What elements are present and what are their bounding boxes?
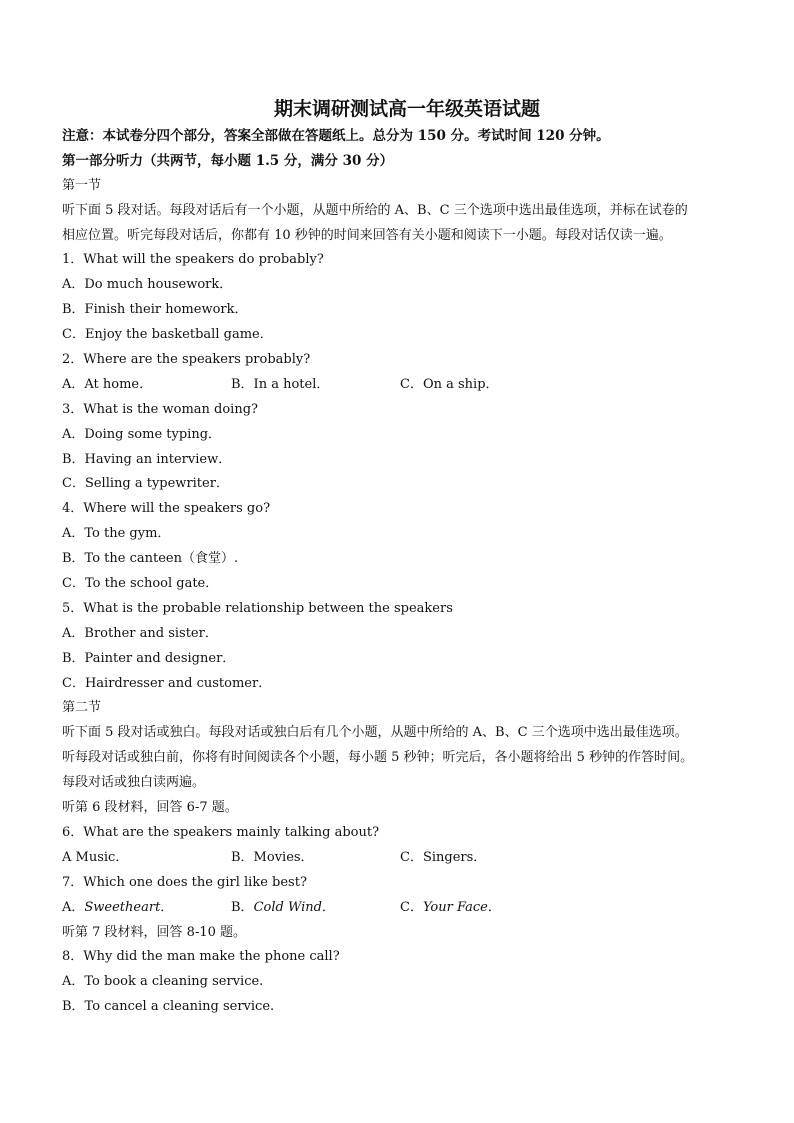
material-6-heading: 听第 6 段材料，回答 6-7 题。 bbox=[62, 800, 238, 816]
option-4b: B．To the canteen（食堂）. bbox=[62, 551, 239, 567]
exam-title: 期末调研测试高一年级英语试题 bbox=[273, 98, 540, 120]
option-8b: B．To cancel a cleaning service. bbox=[62, 999, 275, 1015]
option-letter: B． bbox=[231, 899, 254, 915]
question-7: 7．Which one does the girl like best? bbox=[62, 874, 307, 890]
option-5b: B．Painter and designer． bbox=[62, 650, 236, 666]
option-4a: A．To the gym． bbox=[62, 526, 171, 542]
exam-page bbox=[62, 94, 752, 1020]
question-2: 2．Where are the speakers probably? bbox=[62, 352, 311, 368]
section1-heading: 第一节 bbox=[62, 177, 102, 193]
option-6c: C．Singers． bbox=[400, 849, 487, 865]
section1-instruction: 听下面 5 段对话。每段对话后有一个小题，从题中所给的 A、B、C 三个选项中选出最佳选项，并标在试卷的 bbox=[62, 202, 688, 218]
option-2c: C．On a ship． bbox=[400, 376, 499, 392]
option-3b: B．Having an interview． bbox=[62, 451, 232, 467]
option-7c bbox=[400, 896, 600, 921]
option-letter: C． bbox=[400, 899, 423, 915]
period: ． bbox=[160, 899, 174, 915]
question-5: 5．What is the probable relationship between the speakers bbox=[62, 600, 453, 616]
option-5a: A．Brother and sister． bbox=[62, 625, 218, 641]
option-1c: C．Enjoy the basketball game． bbox=[62, 327, 273, 343]
section1-instruction: 相应位置。听完每段对话后，你都有 10 秒钟的时间来回答有关小题和阅读下一小题。每段对话仅读一遍。 bbox=[62, 227, 672, 243]
song-title: Cold Wind bbox=[253, 899, 322, 915]
section2-instruction: 听下面 5 段对话或独白。每段对话或独白后有几个小题，从题中所给的 A、B、C 三个选项中选出最佳选项。 bbox=[62, 725, 688, 741]
option-3c: C．Selling a typewriter． bbox=[62, 476, 229, 492]
options-row-2 bbox=[62, 373, 752, 398]
section2-heading: 第二节 bbox=[62, 700, 102, 716]
option-7a bbox=[62, 896, 231, 921]
song-title: Sweetheart bbox=[84, 899, 161, 915]
period: ． bbox=[321, 899, 335, 915]
question-3: 3．What is the woman doing? bbox=[62, 401, 259, 417]
option-4c: C．To the school gate． bbox=[62, 576, 219, 592]
question-6: 6．What are the speakers mainly talking about? bbox=[62, 824, 380, 840]
option-2a: A．At home． bbox=[62, 376, 153, 392]
option-2b: B．In a hotel． bbox=[231, 376, 330, 392]
option-letter: A． bbox=[62, 899, 85, 915]
period: ． bbox=[487, 899, 501, 915]
section2-instruction: 每段对话或独白读两遍。 bbox=[62, 775, 206, 791]
options-row-7 bbox=[62, 896, 752, 921]
question-4: 4．Where will the speakers go? bbox=[62, 501, 271, 517]
part1-heading: 第一部分听力（共两节，每小题 1.5 分，满分 30 分） bbox=[62, 152, 394, 169]
option-1b: B．Finish their homework． bbox=[62, 302, 248, 318]
option-6b: B．Movies． bbox=[231, 849, 314, 865]
question-8: 8．Why did the man make the phone call? bbox=[62, 949, 340, 965]
song-title: Your Face bbox=[422, 899, 488, 915]
option-5c: C．Hairdresser and customer． bbox=[62, 675, 272, 691]
option-1a: A．Do much housework． bbox=[62, 277, 233, 293]
option-8a: A．To book a cleaning service. bbox=[62, 974, 264, 990]
options-row-6 bbox=[62, 846, 752, 871]
exam-notice: 注意：本试卷分四个部分，答案全部做在答题纸上。总分为 150 分。考试时间 120 分钟。 bbox=[62, 128, 610, 144]
material-7-heading: 听第 7 段材料，回答 8-10 题。 bbox=[62, 924, 247, 940]
option-7b bbox=[231, 896, 400, 921]
option-6a: A Music． bbox=[62, 849, 129, 865]
section2-instruction: 听每段对话或独白前，你将有时间阅读各个小题，每小题 5 秒钟；听完后，各小题将给出 5 秒钟的作答时间。 bbox=[62, 750, 694, 766]
question-1: 1．What will the speakers do probably? bbox=[62, 252, 324, 268]
option-3a: A．Doing some typing． bbox=[62, 426, 222, 442]
